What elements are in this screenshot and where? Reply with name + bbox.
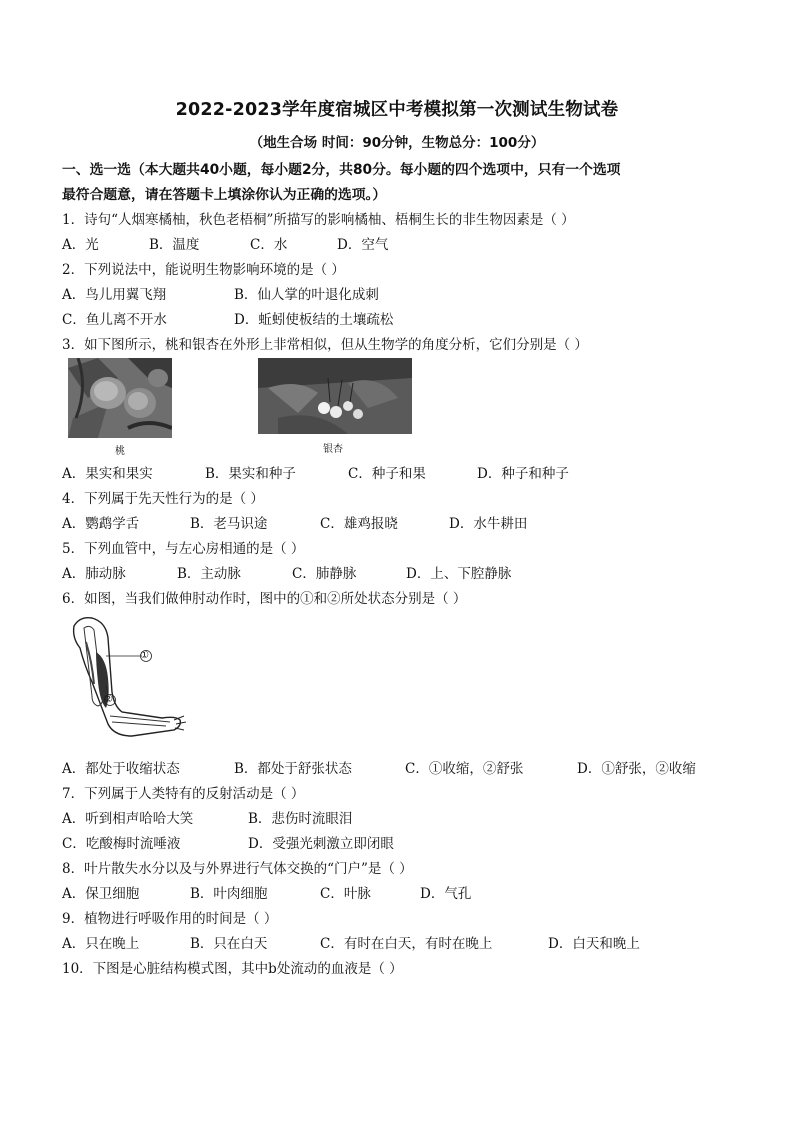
- peach-caption: 桃: [115, 446, 125, 457]
- question-9-option-b: B．只在白天: [190, 936, 268, 952]
- question-5-option-a: A．肺动脉: [62, 566, 126, 582]
- question-5-option-c: C．肺静脉: [292, 566, 357, 582]
- question-9-option-a: A．只在晚上: [62, 936, 140, 952]
- section-instructions-line2: 最符合题意，请在答题卡上填涂你认为正确的选项。）: [62, 187, 387, 203]
- question-7-option-c: C．吃酸梅时流唾液: [62, 836, 181, 852]
- question-8-stem: 8．叶片散失水分以及与外界进行气体交换的“门户”是（ ）: [62, 861, 413, 877]
- question-6-option-b: B．都处于舒张状态: [234, 761, 352, 777]
- question-8-option-d: D．气孔: [420, 886, 472, 902]
- question-3-option-a: A．果实和果实: [62, 466, 153, 482]
- question-8-option-c: C．叶脉: [320, 886, 371, 902]
- question-2-option-b: B．仙人掌的叶退化成刺: [234, 287, 379, 303]
- question-6-option-c: C．①收缩，②舒张: [405, 761, 524, 777]
- question-7-option-b: B．悲伤时流眼泪: [248, 811, 353, 827]
- question-5-stem: 5．下列血管中，与左心房相通的是（ ）: [62, 541, 305, 557]
- question-9-stem: 9．植物进行呼吸作用的时间是（ ）: [62, 911, 278, 927]
- exam-subtitle: （地生合场 时间：90分钟，生物总分：100分）: [249, 135, 545, 151]
- ginkgo-caption: 银杏: [323, 444, 343, 455]
- question-5-option-b: B．主动脉: [177, 566, 241, 582]
- question-4-option-c: C．雄鸡报晓: [320, 516, 398, 532]
- question-4-option-a: A．鹦鹉学舌: [62, 516, 140, 532]
- question-7-option-a: A．听到相声哈哈大笑: [62, 811, 194, 827]
- question-9-option-c: C．有时在白天，有时在晚上: [320, 936, 493, 952]
- question-7-stem: 7．下列属于人类特有的反射活动是（ ）: [62, 786, 305, 802]
- question-8-option-a: A．保卫细胞: [62, 886, 140, 902]
- arm-label-1: ①: [140, 650, 149, 661]
- question-3-option-b: B．果实和种子: [205, 466, 296, 482]
- question-8-option-b: B．叶肉细胞: [190, 886, 268, 902]
- question-1-option-c: C．水: [250, 237, 288, 253]
- peach-photo: [68, 358, 172, 438]
- question-2-option-d: D．蚯蚓使板结的土壤疏松: [234, 312, 394, 328]
- question-2-option-a: A．鸟儿用翼飞翔: [62, 287, 167, 303]
- ginkgo-photo: [258, 358, 412, 434]
- question-1-option-d: D．空气: [337, 237, 389, 253]
- question-7-option-d: D．受强光刺激立即闭眼: [248, 836, 394, 852]
- section-instructions-line1: 一、选一选（本大题共40小题，每小题2分，共80分。每小题的四个选项中，只有一个选项: [62, 162, 621, 178]
- question-6-option-a: A．都处于收缩状态: [62, 761, 180, 777]
- question-1-option-b: B．温度: [149, 237, 200, 253]
- question-3-option-d: D．种子和种子: [477, 466, 569, 482]
- question-9-option-d: D．白天和晚上: [548, 936, 640, 952]
- exam-title: 2022-2023学年度宿城区中考模拟第一次测试生物试卷: [175, 100, 619, 120]
- question-3-option-c: C．种子和果: [348, 466, 426, 482]
- arm-muscle-diagram: [62, 612, 192, 747]
- question-3-stem: 3．如下图所示，桃和银杏在外形上非常相似，但从生物学的角度分析，它们分别是（ ）: [62, 337, 588, 353]
- question-1-stem: 1．诗句“人烟寒橘柚，秋色老梧桐”所描写的影响橘柚、梧桐生长的非生物因素是（ ）: [62, 212, 575, 228]
- question-5-option-d: D．上、下腔静脉: [406, 566, 512, 582]
- question-2-stem: 2．下列说法中，能说明生物影响环境的是（ ）: [62, 262, 345, 278]
- question-4-option-d: D．水牛耕田: [449, 516, 528, 532]
- question-1-option-a: A．光: [62, 237, 99, 253]
- arm-label-2: ②: [104, 694, 113, 705]
- question-10-stem: 10．下图是心脏结构模式图，其中b处流动的血液是（ ）: [62, 961, 403, 977]
- question-6-option-d: D．①舒张，②收缩: [577, 761, 696, 777]
- question-4-stem: 4．下列属于先天性行为的是（ ）: [62, 491, 264, 507]
- question-4-option-b: B．老马识途: [190, 516, 268, 532]
- question-2-option-c: C．鱼儿离不开水: [62, 312, 167, 328]
- question-6-stem: 6．如图，当我们做伸肘动作时，图中的①和②所处状态分别是（ ）: [62, 591, 467, 607]
